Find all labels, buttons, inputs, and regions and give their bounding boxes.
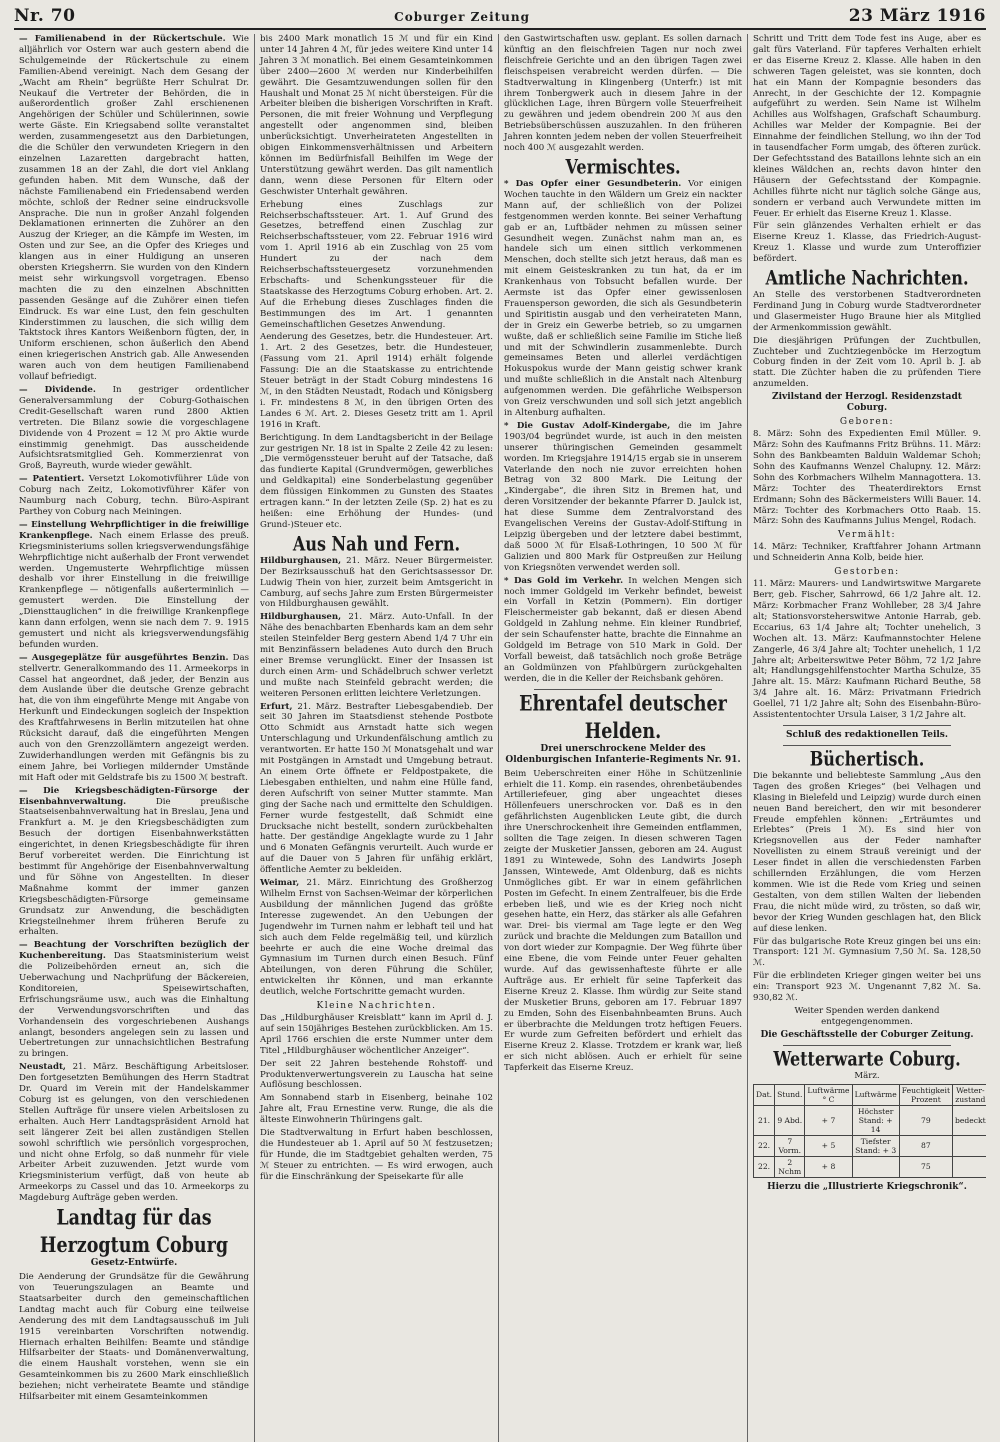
headline-run: * Das Opfer einer Gesundbeterin. xyxy=(504,178,682,189)
headline-run: Weimar, xyxy=(260,878,300,889)
article-text: Vor einigen Wochen tauchte in den Wäldern um Greiz ein nackter Mann auf, der schließlich von der Polizei festgenommen werden konnte. Bei seiner Verhaftung gab er an, Luftbäder nehmen zu müssen seiner Gesundheit wegen. Zunächst nahm man an, es handele sich um einen sittlich verkommenen Menschen, doch stellte sich jetzt heraus, daß man es mit einem Geisteskranken zu tun hat, da er im Krankenhaus von Tobsucht befallen wurde. Der Aermste ist das Opfer einer gewissenlosen Frauensperson geworden, die sich als Gesundbeterin und Spiritistin ausgab und den verheirateten Mann, der in Greiz ein Gewerbe betrieb, so zu umgarnen wußte, daß er schließlich seine Familie im Stiche ließ und mit der Schwindlerin zusammenlebte. Durch gemeinsames Beten und allerlei verdächtigen Hokuspokus wurde der Mann geistig schwer krank und mußte schließlich in die Anstalt nach Altenburg aufgenommen werden. Die gefährliche Weibsperson von Greiz verschwunden und soll sich jetzt angeblich in Altenburg aufhalten. xyxy=(504,178,742,418)
table-cell: 9 Abd. xyxy=(775,1105,805,1135)
gestorben-heading: Gestorben: xyxy=(834,567,900,578)
header-cell: Dat. xyxy=(754,1084,775,1105)
news-item: Die Stadtverwaltung in Erfurt haben beschlossen, die Hundesteuer ab 1. April auf 50 ℳ festzusetzen; für Hunde, die im Stadtgebiet gehalten werden, 75 ℳ Steuer zu entrichten. — Es wird erwogen, auch für die Einschränkung der Speisekarte für alle xyxy=(260,1128,493,1182)
table-row xyxy=(754,1135,987,1156)
donation-notice: Für das bulgarische Rote Kreuz gingen bei uns ein: Transport: 121 ℳ. Gymnasium 7,50 ℳ. Sa. 128,50 ℳ. xyxy=(753,936,981,969)
issue-date: 23 März 1916 xyxy=(848,6,986,26)
article-versetzt xyxy=(19,474,249,518)
header-cell: Luftwärme xyxy=(852,1084,899,1105)
article-text: Versetzt Lokomotivführer Lüde von Coburg nach Zeitz, Lokomotivführer Käfer von Naumburg nach Coburg, techn. Büro-Aspirant Parthey von Coburg nach Meiningen. xyxy=(19,474,249,517)
article-kuchen xyxy=(19,940,249,1060)
headline-run: — Einstellung Wehrpflichtiger in die freiwillige Krankenpflege. xyxy=(19,519,249,541)
article-landtag: Die Aenderung der Grundsätze für die Gewährung von Teuerungszulagen an Beamte und Staatsarbeiter durch den gemeinschaftlichen Landtag macht auch für Coburg eine teilweise Aenderung des mit dem Landtagsausschuß im Juli 1915 vereinbarten Vorschriften notwendig. Hiernach erhalten Beihilfen: Beamte und ständige Hilfsarbeiter der Staats- und Domänenverwaltung, die einem Haushalt vorstehen, wenn sie ein Gesamteinkommen bis zu 2600 Mark einschließlich beziehen; nicht verheiratete Beamte und ständige Hilfsarbeiter mit einem Gesamteinkommen xyxy=(19,1272,249,1403)
article-erfurt xyxy=(260,702,493,877)
news-item: Am Sonnabend starb in Eisenberg, beinahe 102 Jahre alt, Frau Ernestine verw. Runge, die als die älteste Einwohnerin Thüringens galt. xyxy=(260,1093,493,1126)
news-item: Das „Hildburghäuser Kreisblatt“ kann im April d. J. auf sein 150jähriges Bestehen zurückblicken. Am 15. April 1766 erschien die erste Nummer unter dem Titel „Hildburghäuser wöchentlicher Anzeiger“. xyxy=(260,1013,493,1056)
standesamt-heading: Zivilstand der Herzogl. Residenzstadt Coburg. xyxy=(772,392,962,414)
divider xyxy=(534,689,712,690)
weather-table-header xyxy=(754,1084,987,1105)
table-cell: 79 xyxy=(899,1105,952,1135)
vermaehlt-heading: Vermählt: xyxy=(837,530,897,541)
geboren-list: 8. März: Sohn des Expedienten Emil Müller. 9. März: Sohn des Kaufmanns Fritz Brühns. 11. März: Sohn des Bankbeamten Balduin Waldemar Schoh; Sohn des Kaufmanns Wenzel Chalupny. 12. März: Sohn des Korbmachers Wilhelm Mannagottera. 13. März: Tochter des Theaterdirektors Ernst Erdmann; Sohn des Bäckermeisters Willi Bauer. 14. März: Tochter des Korbmachers Otto Raab. 15. März: Sohn des Kaufmanns Julius Mengel, Rodach. xyxy=(753,429,981,527)
article-krankenpflege xyxy=(19,520,249,651)
divider xyxy=(783,725,951,726)
article-kindergabe xyxy=(504,421,742,574)
table-cell: 22. xyxy=(754,1156,775,1177)
article-text: 21. März. Auto-Unfall. In der Nähe des benachbarten Ebenhards kam an dem sehr steilen Steinfelder Berg gestern Abend 1/4 7 Uhr ein mit Benzinfässern beladenes Auto durch den Bruch einer Bremse verunglückt. Einer der Insassen ist durch einen Arm- und Schädelbruch schwer verletzt und mußte nach Steinfeld gebracht werden; die weiteren Personen erlitten leichtere Verletzungen. xyxy=(260,612,493,699)
table-cell xyxy=(953,1156,986,1177)
article-ehrentafel: Beim Ueberschreiten einer Höhe in Schützenlinie erhielt die 11. Komp. ein rasendes, ohrenbetäubendes Artilleriefeuer, ging aber ungeachtet dieses Höllenfeuers unerschrocken vor. Daß es in den gefährlichsten Augenblicken Leute gibt, die durch ihre Unerschrockenheit ihre Gemeinden entflammen, sollten die Tage zeigen. In diesen schweren Tagen zeigte der Musketier Janssen, geboren am 24. August 1891 zu Wintewede, Sohn des Landwirts Joseph Janssen, Wintewede, Amt Oldenburg, daß es nichts Unmögliches gibt. Er war in einem gefährlichen Posten im Gefecht. In einem Zentralfeuer, bis die Erde erbeben ließ, und wie es der Krieg noch nicht gesehen hatte, ein Herz, das stärker als alle Gefahren war. Drei- bis viermal am Tage legte er den Weg zurück und brachte die Meldungen zum Bataillon und von dort wieder zur Kompagnie. Der Weg führte über eine Ebene, die vom Feinde unter Feuer gehalten wurde. Auf das gewissenhafteste führte er alle Aufträge aus. Er erhielt für seine Tapferkeit das Eiserne Kreuz 2. Klasse. Ihm würdig zur Seite stand der Musketier Bruns, geboren am 17. Februar 1897 zu Emden, Sohn des Eisenbahnbeamten Bruns. Auch er überbrachte die Meldungen trotz heftigen Feuers. Er wurde zum Gefreiten befördert und erhielt das Eiserne Kreuz 2. Klasse. Trotzdem er krank war, ließ er sich nicht ablösen. Auch er erhielt für seine Tapferkeit das Eiserne Kreuz. xyxy=(504,768,742,1074)
article-hildburghausen-2 xyxy=(260,612,493,699)
table-cell xyxy=(852,1156,899,1177)
donation-notice: Für die erblindeten Krieger gingen weiter bei uns ein: Transport 923 ℳ. Ungenannt 7,82 ℳ. Sa. 930,82 ℳ. xyxy=(753,971,981,1004)
section-subheading: Gesetz-Entwürfe. xyxy=(90,1258,178,1269)
header-cell: Stund. xyxy=(775,1084,805,1105)
table-cell: + 5 xyxy=(805,1135,852,1156)
section-heading-amtliche-nachrichten: Amtliche Nachrichten. xyxy=(765,265,969,290)
headline-run: * Das Gold im Verkehr. xyxy=(504,575,624,586)
headline-run: Hildburghausen, xyxy=(260,612,342,623)
table-cell: bedeckt xyxy=(953,1105,986,1135)
masthead xyxy=(14,6,986,30)
table-cell: + 8 xyxy=(805,1156,852,1177)
section-heading-landtag: Landtag für das Herzogtum Coburg xyxy=(39,1205,229,1259)
headline-run: — Beachtung der Vorschriften bezüglich der Kuchenbereitung. xyxy=(19,940,249,962)
columns xyxy=(14,34,986,1442)
article-neustadt xyxy=(19,1062,249,1204)
article-text: Die preußische Staatseisenbahnverwaltung hat in Breslau, Jena und Frankfurt a. M. je den Kriegsbeschädigten zum Besuch der dortigen Eisenbahnwerkstätten eingerichtet, in denen Kriegsbeschädigte für ihren Beruf vorbereitet werden. Die Einrichtung ist bestimmt für Angehörige der Eisenbahnverwaltung und für Söhne von Angestellten. In dieser Maßnahme kommt der immer ganzen Kriegsbeschädigten-Fürsorge gemeinsame Grundsatz zur Anwendung, die beschädigten Kriegsteilnehmer ihrem früheren Berufe zu erhalten. xyxy=(19,796,249,938)
article-gold xyxy=(504,576,742,685)
headline-run: Hildburghausen, xyxy=(260,555,342,566)
headline-run: * Die Gustav Adolf-Kindergabe, xyxy=(504,420,671,431)
article-text: Für sein glänzendes Verhalten erhielt er das Eiserne Kreuz 1. Klasse, das Friedrich-August-Kreuz 1. Klasse und wurde zum Unteroffizier befördert. xyxy=(753,221,981,265)
article-reichserbschaft: Erhebung eines Zuschlags zur Reichserbschaftssteuer. Art. 1. Auf Grund des Gesetzes, betreffend einen Zuschlag zur Reichserbschaftssteuer, vom 22. Februar 1916 wird vom 1. April 1916 ab ein Zuschlag von 25 vom Hundert zu der nach dem Reichserbschaftssteuergesetz vorzunehmenden Erbschafts- und Schenkungssteuer für die Staatskasse des Herzogtums Coburg erhoben. Art. 2. Auf die Erhebung dieses Zuschlages finden die Bestimmungen des im Art. 1 genannten Gemeinschaftlichen Gesetzes Anwendung. xyxy=(260,199,493,330)
headline-run: — Patentiert. xyxy=(19,474,85,485)
headline-run: Neustadt, xyxy=(19,1062,66,1073)
header-cell: Wetter-zustand xyxy=(953,1084,986,1105)
article-text: den Gastwirtschaften usw. geplant. Es sollen darnach künftig an den fleischfreien Tagen nur noch zwei fleischfreie Gerichte und an den übrigen Tagen zwei fleischspeisen verabreicht werden dürfen. — Die Stadtverwaltung in Klingenberg (Unterfr.) ist mit ihrem Tonbergwerk auch in diesem Jahre in der glücklichen Lage, ihren Bürgern volle Steuerfreiheit zu gewähren und jedem obendrein 200 ℳ aus den Betriebsüberschüssen auszuzahlen. In den früheren Jahren konnten jedem neben der vollen Steuerfreiheit noch 400 ℳ ausgezahlt werden. xyxy=(504,34,742,154)
column-3 xyxy=(499,34,748,1442)
article-hildburghausen-1 xyxy=(260,556,493,611)
column-2 xyxy=(255,34,499,1442)
headline-run: Erfurt, xyxy=(260,701,293,712)
headline-run: — Ausgegeplätze für ausgeführtes Benzin. xyxy=(19,652,229,663)
issue-number: Nr. 70 xyxy=(14,6,76,26)
table-cell xyxy=(953,1135,986,1156)
article-familienabend xyxy=(19,34,249,383)
supplement-notice: Hierzu die „Illustrierte Kriegschronik“. xyxy=(767,1181,967,1192)
section-heading-aus-nah-und-fern: Aus Nah und Fern. xyxy=(292,531,461,556)
weather-table xyxy=(753,1084,986,1178)
column-1 xyxy=(14,34,255,1442)
article-benzin xyxy=(19,653,249,784)
book-review: Die bekannte und beliebteste Sammlung „Aus den Tagen des großen Krieges“ (bei Velhagen und Klasing in Bielefeld und Leipzig) wurde durch einen neuen Band bereichert, den wir mit besonderer Freude empfehlen können: „Erträumtes und Erlebtes“ (Preis 1 ℳ). Es sind hier von Kriegsnovellen aus der Feder namhafter Novellisten zu einem Strauß vereinigt und der Leser findet in allen die verschiedensten Farben schillernden Erzählungen, die vom Herzen kommen. Wie ist die Rede vom Krieg und seinen Gestalten, von dem stillen Walten der liebenden Frau, die nicht müde wird, zu trösten, so daß wir, bevor der Krieg Wunden geschlagen hat, den Blick auf diese lenken. xyxy=(753,770,981,934)
weather-month: März. xyxy=(854,1070,880,1081)
header-cell: Feuchtigkeit Prozent xyxy=(899,1084,952,1105)
headline-run: — Die Kriegsbeschädigten-Fürsorge der Eisenbahnverwaltung. xyxy=(19,785,249,807)
article-text: 21. März. Beschäftigung Arbeitsloser. Den fortgesetzten Bemühungen des Herrn Stadtrat Dr. Quard im Verein mit der Handelskammer Coburg ist es gelungen, von den verschiedenen Stellen Aufträge für unsere vielen Arbeitslosen zu erhalten. Auch Herr Landtagspräsident Arnold hat seit längerer Zeit bei allen zuständigen Stellen sowohl schriftlich wie persönlich vorgesprochen, und nicht ohne Erfolg, so daß nunmehr für viele Arbeiter Arbeit zuzuwenden. Jetzt wurde vom Kriegsministerium verfügt, daß von heute ab Armeekorps zu Cassel und das 10. Armeekorps zu Magdeburg Aufträge geben werden. xyxy=(19,1062,249,1204)
article-text: Schritt und Tritt dem Tode fest ins Auge, aber es galt fürs Vaterland. Für tapferes Verhalten erhielt er das Eiserne Kreuz 2. Klasse. Alle haben in den schweren Tagen geleistet, was sie konnten, doch hat ein Mann der Kompagnie besonders das Anrecht, in der Geschichte der 12. Kompagnie aufgeführt zu werden. Sein Name ist Wilhelm Achilles aus Wolfshagen, Grafschaft Schaumburg. Achilles war Melder der Kompagnie. Bei der Einnahme der feindlichen Stellung, wo ihn der Tod in tausendfacher Form umgab, des öfteren zurück. Der Gefechtsstand des Bataillons lehnte sich an ein kleines Wäldchen an, rechts davon hinter den Häusern der Gefechtsstand der Kompagnie. Achilles führte nicht nur täglich solche Gänge aus, sondern er verband auch Verwundete mitten im Feuer. Er erhielt das Eiserne Kreuz 1. Klasse. xyxy=(753,34,981,219)
headline-run: — Familienabend in der Rückertschule. xyxy=(19,34,226,44)
section-heading-buechertisch: Büchertisch. xyxy=(809,746,925,771)
table-cell: 7 Vorm. xyxy=(775,1135,805,1156)
table-cell: Tiefster Stand: + 3 xyxy=(852,1135,899,1156)
article-text: 21. März. Neuer Bürgermeister. Der Bezirksausschuß hat den Gerichtsassessor Dr. Ludwig Thein von hier, zurzeit beim Amtsgericht in Camburg, auf sechs Jahre zum Ersten Bürgermeister von Hildburghausen gewählt. xyxy=(260,555,494,610)
table-cell: 2 Nchm xyxy=(775,1156,805,1177)
column-4 xyxy=(748,34,986,1442)
section-heading-kleine-nachrichten: Kleine Nachrichten. xyxy=(316,1001,437,1012)
geboren-heading: Geboren: xyxy=(839,417,895,428)
notice-stadtverordneter: An Stelle des verstorbenen Stadtverordneten Ferdinand Jung in Coburg wurde Stadtverordneter und Glasermeister Hugo Braune hier als Mitglied der Armenkommission gewählt. xyxy=(753,290,981,333)
vermaehlt-list: 14. März: Techniker, Kraftfahrer Johann Artmann und Schneiderin Anna Kolb, beide hier. xyxy=(753,542,981,564)
table-cell: + 7 xyxy=(805,1105,852,1135)
section-subheading: Drei unerschrockene Melder des Oldenburgischen Infanterie-Regiments Nr. 91. xyxy=(505,743,741,765)
article-gesundbeterin xyxy=(504,179,742,419)
news-item: Der seit 22 Jahren bestehende Rohstoff- und Produktenverwertungsverein zu Lauscha hat seine Auflösung beschlossen. xyxy=(260,1058,493,1091)
article-text: 21. März. Bestrafter Liebesgabendieb. Der seit 30 Jahren im Staatsdienst stehende Postbote Otto Schmidt aus Arnstadt hatte sich wegen Unterschlagung und Urkundenfälschung amtlich zu verantworten. Er hatte 150 ℳ Monatsgehalt und war mit Postgängen in Arnstadt und Umgebung betraut. An einem Orte öffnete er Feldpostpakete, die Liebesgaben enthielten, und nahm eine Hülle fand, deren Aufschrift von seiner Mutter stammte. Man ging der Sache nach und ermittelte den Schuldigen. Ferner wurde festgestellt, daß Schmidt eine Drucksache nicht bestellt, sondern zurückbehalten hatte. Der geständige Angeklagte wurde zu 1 Jahr und 6 Monaten Gefängnis verurteilt. Auch wurde er auf die Dauer von 5 Jahren für unfähig erklärt, öffentliche Aemter zu bekleiden. xyxy=(260,701,493,876)
donation-thanks: Weiter Spenden werden dankend entgegengenommen. xyxy=(794,1005,940,1027)
publisher-signature: Die Geschäftsstelle der Coburger Zeitung. xyxy=(760,1029,974,1040)
headline-run: — Dividende. xyxy=(19,385,96,395)
table-cell: Höchster Stand: + 14 xyxy=(852,1105,899,1135)
gestorben-list: 11. März: Maurers- und Landwirtswitwe Margarete Berr, geb. Fischer, Sahrrowd, 66 1/2 Jahre alt. 12. März: Korbmacher Franz Wohlleber, 28 3/4 Jahre alt; Stationsvorsteherswitwe Antonie Harrab, geb. Eccarius, 63 1/4 Jahre alt; Tochter unehelich, 3 Wochen alt. 13. März: Kaufmannstochter Helene Zangerle, 46 3/4 Jahre alt; Tochter unehelich, 1 1/2 Jahre alt; Arbeiterswitwe Peter Böhm, 72 1/2 Jahre alt; Handlungsgehilfenstochter Martha Schulze, 35 Jahre alt. 15. März: Kaufmann Richard Beuthe, 58 3/4 Jahre alt. 16. März: Privatmann Friedrich Goellel, 71 1/2 Jahre alt; Sohn des Eisenbahn-Büro-Assistententochter Ursula Laiser, 3 1/2 Jahre alt. xyxy=(753,579,981,721)
notice-zuchtbullen: Die diesjährigen Prüfungen der Zuchtbullen, Zuchteber und Zuchtziegenböcke im Herzogtum Coburg finden in der Zeit vom 10. April b. J. ab statt. Die Züchter haben die zu prüfenden Tiere anzumelden. xyxy=(753,335,981,390)
section-heading-wetterwarte: Wetterwarte Coburg. xyxy=(773,1046,961,1071)
article-weimar xyxy=(260,878,493,998)
table-cell: 22. xyxy=(754,1135,775,1156)
article-text: In welchen Mengen sich noch immer Goldgeld im Verkehr befindet, beweist ein Vorfall in Ketzin (Pommern). Ein dortiger Fleischermeister gab bekannt, daß er diesen Abend Goldgeld in Zahlung nehme. Ein kleiner Rundbrief, der sein Schaufenster hatte, brachte die Einnahme an Goldgeld im Betrage von 510 Mark in Gold. Der Vorfall beweist, daß tatsächlich noch große Beträge an Goldmünzen von Pfahlbürgern zurückgehalten werden, die in die Keller der Reichsbank gehören. xyxy=(504,575,742,684)
article-text: Das Staatsministerium weist die Polizeibehörden erneut an, sich die Ueberwachung und Nachprüfung der Bäckereien, Konditoreien, Speisewirtschaften, Erfrischungsräume usw., auch was die Einhaltung der Verwendungsvorschriften und das Vorhandensein des vorgeschriebenen Aushangs anlangt, besonders angelegen sein zu lassen und Uebertretungen zur unnachsichtlichen Bestrafung zu bringen. xyxy=(19,951,249,1060)
article-text: die im Jahre 1903/04 begründet wurde, ist auch in den meisten unserer thüringischen Gemeinden gesammelt worden. Im Kriegsjahre 1914/15 ergab sie in unserem Vaterlande den noch nie zuvor erreichten hohen Betrag von 32 800 Mark. Die Leitung der „Kindergabe“, die ihren Sitz in Bremen hat, und deren Vorsitzender der bekannte Pfarrer D. Jaulck ist, hat diese Summe dem Zentralvorstand des Evangelischen Vereins der Gustav-Adolf-Stiftung in Leipzig übergeben und der letztere dabei bestimmt, daß 5000 ℳ für Elsaß-Lothringen, 10 500 ℳ für Galizien und 800 Mark für Ostpreußen zur Heilung von Kriegsnöten verwendet werden soll. xyxy=(504,420,742,573)
redaktion-schluss: Schluß des redaktionellen Teils. xyxy=(785,729,949,740)
article-eisenbahn xyxy=(19,786,249,939)
article-hundesteuer: Aenderung des Gesetzes, betr. die Hundesteuer. Art. 1. Art. 2 des Gesetzes, betr. die Hundesteuer, (Fassung vom 21. April 1914) erhält folgende Fassung: Die an die Staatskasse zu entrichtende Steuer beträgt in der Stadt Coburg mindestens 16 ℳ, in den Städten Neustadt, Rodach und Königsberg i. Fr. mindestens 8 ℳ, in den übrigen Orten des Landes 6 ℳ. Art. 2. Dieses Gesetz tritt am 1. April 1916 in Kraft. xyxy=(260,332,493,430)
article-berichtigung: Berichtigung. In dem Landtagsbericht in der Beilage zur gestrigen Nr. 18 ist in Spalte 2 Zeile 42 zu lesen: „Die vermögenssteuer beruht auf der Tatsache, daß das fundierte Kapital (Grundvermögen, gewerbliches und Geldkapital) eine Sonderbelastung gegenüber dem flüssigen Einkommen zu Gunsten des Staates ertragen kann.“ In der letzten Zeile (Sp. 2) hat es zu heißen: eine Erhöhung der Hundes- (und Grund-)Steuer etc. xyxy=(260,432,493,530)
article-dividende xyxy=(19,385,249,472)
article-text: bis 2400 Mark monatlich 15 ℳ und für ein Kind unter 14 Jahren 4 ℳ, für jedes weitere Kind unter 14 Jahren 3 ℳ monatlich. Bei einem Gesamteinkommen über 2400—2600 ℳ werden nur Kinderbeihilfen gewährt. Die Gesamtzuwendungen sollen für den Haushalt und Monat 25 ℳ nicht übersteigen. Für die Arbeiter bleiben die bisherigen Vorschriften in Kraft. Personen, die mit freier Wohnung und Verpflegung angestellt oder angenommen sind, bleiben unberücksichtigt. Unverheirateten Angestellten in obigen Einkommensverhältnissen und Arbeitern können im Bedürfnisfall Beihilfen im Wege der Unterstützung gewährt werden. Das gilt namentlich dann, wenn diese Personen für Eltern oder Geschwister Unterhalt gewähren. xyxy=(260,34,493,197)
section-heading-ehrentafel: Ehrentafel deutscher Helden. xyxy=(519,691,727,744)
article-text: Wie alljährlich vor Ostern war auch gestern abend die Schulgemeinde der Rückertschule zu einem Familien-Abend vereinigt. Nach dem Gesang der „Wacht am Rhein“ begrüßte Herr Schulrat Dr. Neukauf die Vertreter der Behörden, die in außerordentlich großer Zahl erschienenen Angehörigen der Schüler und Schülerinnen, sowie werte Gäste. Ein Kriegsabend sollte veranstaltet werden, zusammengesetzt aus den Darbietungen, die die Schüler den verwundeten Kriegern in den einzelnen Lazaretten dargebracht hatten, zusammen 18 an der Zahl, die dort viel Anklang gefunden haben. Mit dem Wunsche, daß der nächste Familienabend ein Friedensabend werden möchte, schloß der Redner seine eindrucksvolle Ansprache. Die nun in großer Anzahl folgenden Deklamationen erinnerten die Zuhörer an den Auszug der Krieger, an die Kämpfe im Westen, im Osten und zur See, an die Opfer des Krieges und klangen aus in einer Huldigung an unseren obersten Kriegsherrn. Sie wurden von den Kindern meist sehr wirkungsvoll vorgetragen. Ebenso machten die zu den einzelnen Abschnitten passenden Gesänge auf die Zuhörer einen tiefen Eindruck. Es war eine Lust, den fein geschulten Kinderstimmen zu lauschen, die sich willig dem Taktstock ihres Kantors Weißenborn fügten, der, in Uniform erschienen, schon äußerlich den Abend einen kriegerischen Anstrich gab. Alle Anwesenden waren auch von dem heutigen Familienabend vollauf befriedigt. xyxy=(19,34,250,383)
table-row xyxy=(754,1105,987,1135)
article-text: Nach einem Erlasse des preuß. Kriegsministeriums sollen kriegsverwendungsfähige Wehrpflichtige nicht außerhalb der Front verwendet werden. Ungemusterte Wehrpflichtige müssen deshalb vor ihrer Einstellung in die freiwillige Krankenpflege — nötigenfalls außerterminlich — gemustert werden. Die Einstellung der „Diensttauglichen“ in die freiwillige Krankenpflege kann dann erfolgen, wenn sie nach dem 7. 9. 1915 gemustert und nicht als kriegsverwendungsfähig befunden wurden. xyxy=(19,530,249,650)
section-heading-vermischtes: Vermischtes. xyxy=(565,154,681,179)
article-text: 21. März. Einrichtung des Großherzog Wilhelm Ernst von Sachsen-Weimar der körperlichen Ausbildung der männlichen Jugend das größte Interesse zugewendet. An den Uebungen der Jugendwehr im Turnen nahm er lebhaft teil und hat sich auch dem Felde regelmäßig teil, und kürzlich beehrte er auch die eine Woche dreimal das Gymnasium im Turnen durch einen Besuch. Fünf Abteilungen, von deren Führung die Schüler, entwickelten ihr Können, und man erkannte deutlich, welche Fortschritte gemacht wurden. xyxy=(260,878,493,998)
table-cell: 75 xyxy=(899,1156,952,1177)
table-cell: 87 xyxy=(899,1135,952,1156)
header-cell: Luftwärme ° C xyxy=(805,1084,852,1105)
table-row xyxy=(754,1156,987,1177)
table-cell: 21. xyxy=(754,1105,775,1135)
article-text: Das stellvertr. Generalkommando des 11. Armeekorps in Cassel hat angeordnet, daß jeder, der Benzin aus dem Auslande über die deutsche Grenze gebracht hat, die von ihm eingeführte Menge mit Angabe von Herkunft und Eindeckungen sogleich der Inspektion des Kraftfahrwesens in Berlin mitzuteilen hat ohne Rücksicht darauf, daß die eingeführten Mengen auch von den Grenzzollämtern angezeigt werden. Zuwiderhandlungen werden mit Gefängnis bis zu einem Jahre, bei Vorliegen mildernder Umstände mit Haft oder mit Geldstrafe bis zu 1500 ℳ bestraft. xyxy=(19,652,249,783)
article-text: In gestriger ordentlicher Generalversammlung der Coburg-Gothaischen Credit-Gesellschaft waren rund 2800 Aktien vertreten. Die Bilanz sowie die vorgeschlagene Dividende von 4 Prozent = 12 ℳ pro Aktie wurde einstimmig genehmigt. Das ausscheidende Aufsichtsratsmitglied Geh. Kommerzienrat von Groß, Bayreuth, wurde wieder gewählt. xyxy=(19,385,250,472)
newspaper-title: Coburger Zeitung xyxy=(394,10,531,24)
